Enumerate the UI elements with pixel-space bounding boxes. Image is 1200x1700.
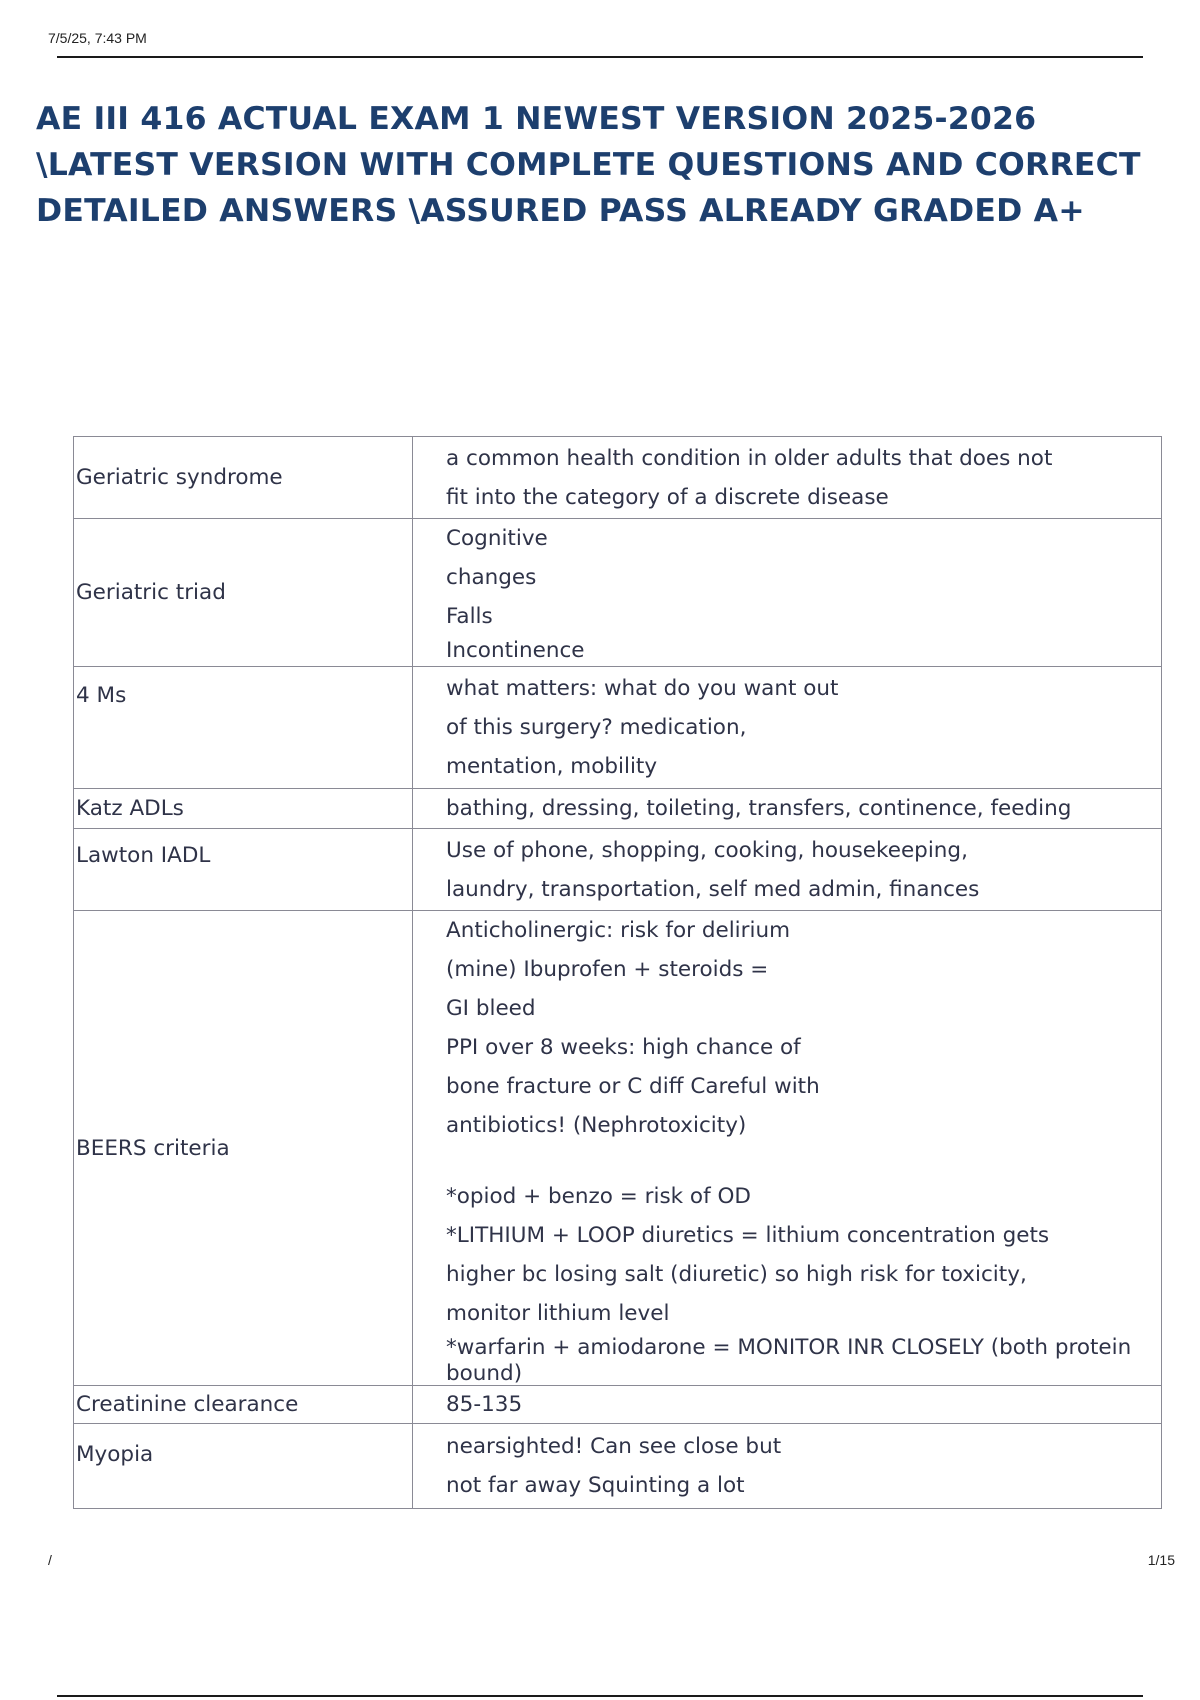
term-cell xyxy=(74,519,413,667)
definition-line: of this surgery? medication, xyxy=(446,715,747,740)
term-label: Myopia xyxy=(76,1442,154,1467)
title-line-2: \LATEST VERSION WITH COMPLETE QUESTIONS AND CORRECT xyxy=(36,147,1141,183)
page-number: 1/15 xyxy=(1147,1552,1175,1568)
table-row xyxy=(74,911,1162,1386)
definition-line: *opiod + benzo = risk of OD xyxy=(446,1184,751,1209)
title-line-1: AE III 416 ACTUAL EXAM 1 NEWEST VERSION 2025-2026 xyxy=(36,101,1037,137)
definition-cell xyxy=(413,519,1162,667)
term-label: Creatinine clearance xyxy=(76,1392,299,1417)
definition-line: changes xyxy=(446,565,537,590)
term-label: Geriatric syndrome xyxy=(76,465,283,490)
table-row xyxy=(74,789,1162,829)
definition-line: laundry, transportation, self med admin, finances xyxy=(446,876,980,902)
definition-line: *LITHIUM + LOOP diuretics = lithium concentration gets xyxy=(446,1223,1050,1248)
definition-line: GI bleed xyxy=(446,996,536,1021)
term-label: Lawton IADL xyxy=(76,843,211,868)
table-row xyxy=(74,1386,1162,1424)
table-row xyxy=(74,829,1162,911)
definition-cell xyxy=(413,829,1162,911)
definition-line: Use of phone, shopping, cooking, housekeeping, xyxy=(446,837,968,863)
definition-cell xyxy=(413,789,1162,829)
table-row xyxy=(74,1424,1162,1509)
definition-line: bound) xyxy=(446,1361,523,1386)
term-label: Geriatric triad xyxy=(76,580,226,605)
term-cell xyxy=(74,829,413,911)
term-cell xyxy=(74,911,413,1386)
definition-line: not far away Squinting a lot xyxy=(446,1473,745,1498)
definition-line: (mine) Ibuprofen + steroids = xyxy=(446,957,769,982)
definition-line: a common health condition in older adults that does not xyxy=(446,445,1053,471)
definition-line: nearsighted! Can see close but xyxy=(446,1434,782,1459)
definition-line: Anticholinergic: risk for delirium xyxy=(446,918,791,943)
title-line-3: DETAILED ANSWERS \ASSURED PASS ALREADY GRADED A+ xyxy=(36,193,1085,229)
term-cell xyxy=(74,1386,413,1424)
definition-cell xyxy=(413,1386,1162,1424)
term-cell xyxy=(74,437,413,519)
definition-line: Falls xyxy=(446,604,493,629)
definition-line: *warfarin + amiodarone = MONITOR INR CLOSELY (both protein xyxy=(446,1335,1132,1360)
definition-line: Cognitive xyxy=(446,526,548,551)
definition-line: what matters: what do you want out xyxy=(446,676,839,701)
table-row xyxy=(74,519,1162,667)
definition-cell xyxy=(413,1424,1162,1509)
definition-cell xyxy=(413,667,1162,789)
definition-spacer xyxy=(446,1145,1153,1177)
definition-line: PPI over 8 weeks: high chance of xyxy=(446,1035,801,1060)
top-divider xyxy=(57,56,1143,58)
term-label: 4 Ms xyxy=(76,683,127,708)
definition-line: mentation, mobility xyxy=(446,754,658,779)
definition-line: Incontinence xyxy=(446,638,585,663)
definition-line: bathing, dressing, toileting, transfers, continence, feeding xyxy=(446,795,1072,821)
definition-line: monitor lithium level xyxy=(446,1301,670,1326)
table-row xyxy=(74,667,1162,789)
flashcard-table xyxy=(73,436,1162,1509)
definition-line: fit into the category of a discrete disease xyxy=(446,484,889,510)
definition-line: higher bc losing salt (diuretic) so high risk for toxicity, xyxy=(446,1262,1027,1287)
definition-line: antibiotics! (Nephrotoxicity) xyxy=(446,1113,747,1138)
document-title xyxy=(36,96,1176,234)
definition-line: 85-135 xyxy=(446,1391,523,1417)
term-label: Katz ADLs xyxy=(76,796,184,821)
footer-url: / xyxy=(48,1552,52,1568)
term-label: BEERS criteria xyxy=(76,1135,230,1161)
term-cell xyxy=(74,667,413,789)
definition-cell xyxy=(413,911,1162,1386)
bottom-divider xyxy=(57,1695,1143,1697)
print-timestamp: 7/5/25, 7:43 PM xyxy=(48,30,147,46)
definition-cell xyxy=(413,437,1162,519)
table-row xyxy=(74,437,1162,519)
term-cell xyxy=(74,1424,413,1509)
definition-line: bone fracture or C diff Careful with xyxy=(446,1074,820,1099)
term-cell xyxy=(74,789,413,829)
